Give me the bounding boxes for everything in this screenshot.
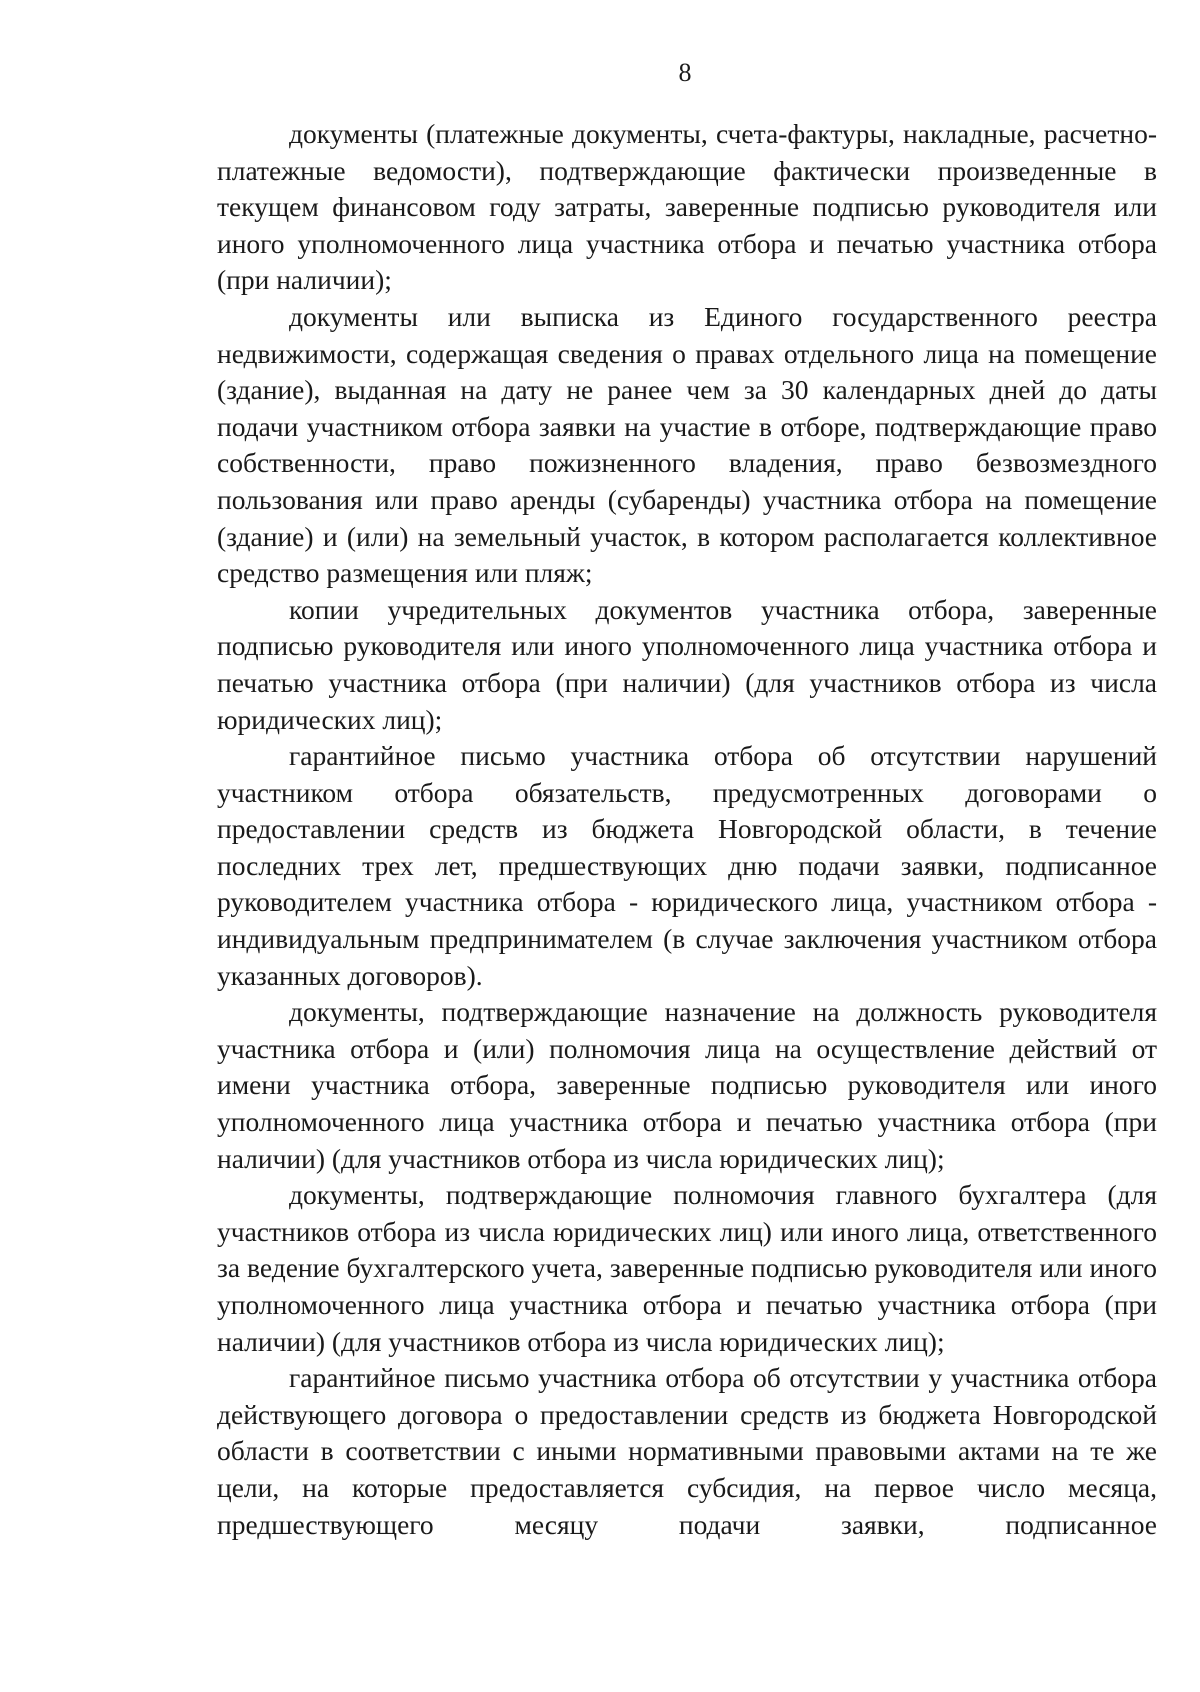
paragraph-guarantee-letter-no-violations: гарантийное письмо участника отбора об отсутствии нарушений участником отбора обязательств, предусмотренных договорами о предоставлении средств из бюджета Новгородской области, в течение последних трех лет, предшествующих дню подачи заявки, подписанное руководителем участника отбора - юридического лица, участником отбора - индивидуальным предпринимателем (в случае заключения участником отбора указанных договоров). (217, 740, 1157, 991)
paragraph-property-registry-extract: документы или выписка из Единого государственного реестра недвижимости, содержащая сведения о правах отдельного лица на помещение (здание), выданная на дату не ранее чем за 30 календарных дней до даты подачи участником отбора заявки на участие в отборе, подтверждающие право собственности, право пожизненного владения, право безвозмездного пользования или право аренды (субаренды) участника отбора на помещение (здание) и (или) на земельный участок, в котором располагается коллективное средство размещения или пляж; (217, 300, 1157, 589)
paragraph-founding-documents: копии учредительных документов участника отбора, заверенные подписью руководителя или иного уполномоченного лица участника отбора и печатью участника отбора (при наличии) (для участников отбора из числа юридических лиц); (217, 593, 1157, 735)
paragraph-payment-documents: документы (платежные документы, счета-фактуры, накладные, расчетно-платежные ведомости), подтверждающие фактически произведенные в текущем финансовом году затраты, заверенные подписью руководителя или иного уполномоченного лица участника отбора и печатью участника отбора (при наличии); (217, 118, 1157, 296)
document-body (217, 116, 1157, 1543)
page-number: 8 (678, 58, 692, 87)
paragraph-chief-accountant-documents: документы, подтверждающие полномочия главного бухгалтера (для участников отбора из числа юридических лиц) или иного лица, ответственного за ведение бухгалтерского учета, заверенные подписью руководителя или иного уполномоченного лица участника отбора и печатью участника отбора (при наличии) (для участников отбора из числа юридических лиц); (217, 1179, 1157, 1357)
paragraph-director-appointment-documents: документы, подтверждающие назначение на должность руководителя участника отбора и (или) полномочия лица на осуществление действий от имени участника отбора, заверенные подписью руководителя или иного уполномоченного лица участника отбора и печатью участника отбора (при наличии) (для участников отбора из числа юридических лиц); (217, 996, 1157, 1174)
paragraph-guarantee-letter-no-contract: гарантийное письмо участника отбора об отсутствии у участника отбора действующего договора о предоставлении средств из бюджета Новгородской области в соответствии с иными нормативными правовыми актами на те же цели, на которые предоставляется субсидия, на первое число месяца, предшествующего месяцу подачи заявки, подписанное (217, 1362, 1157, 1540)
